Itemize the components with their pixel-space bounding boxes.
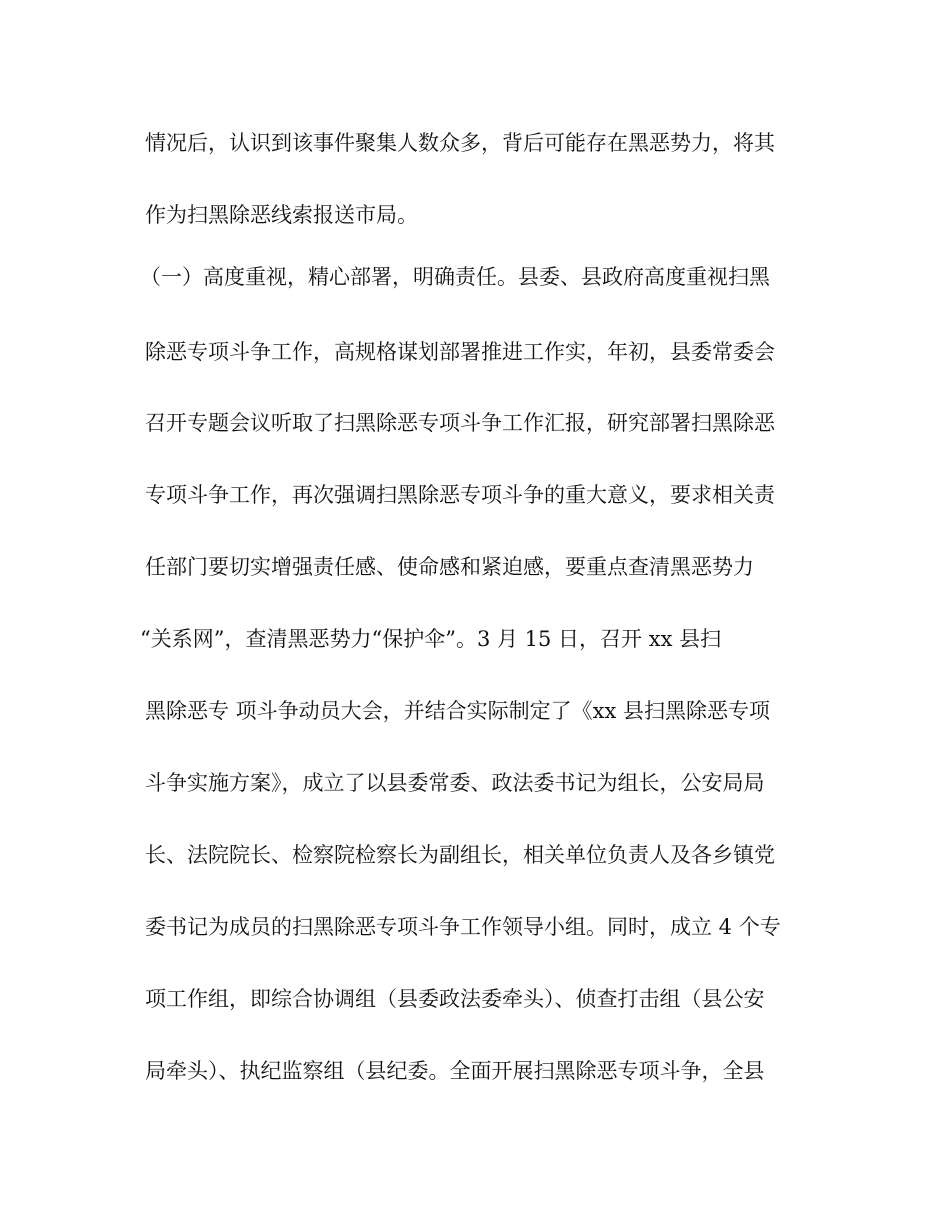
text-line: 局牵头）、执纪监察组（县纪委。全面开展扫黑除恶专项斗争，全县	[145, 1059, 765, 1083]
text-line: 项工作组，即综合协调组（县委政法委牵头）、侦查打击组（县公安	[145, 987, 765, 1011]
text-line: 召开专题会议听取了扫黑除恶专项斗争工作汇报，研究部署扫黑除恶	[145, 411, 775, 435]
text-line: 情况后，认识到该事件聚集人数众多，背后可能存在黑恶势力，将其	[145, 131, 775, 155]
text-line: “关系网”，查清黑恶势力“保护伞”。3 月 15 日，召开 xx 县扫	[140, 627, 722, 651]
text-line: 除恶专项斗争工作，高规格谋划部署推进工作实，年初，县委常委会	[145, 340, 775, 364]
text-line: （一）高度重视，精心部署，明确责任。县委、县政府高度重视扫黑	[140, 265, 770, 289]
text-line: 斗争实施方案》，成立了以县委常委、政法委书记为组长，公安局局	[145, 771, 765, 795]
text-line: 黑除恶专 项斗争动员大会，并结合实际制定了《xx 县扫黑除恶专项	[145, 699, 771, 723]
text-line: 专项斗争工作，再次强调扫黑除恶专项斗争的重大意义，要求相关责	[145, 483, 775, 507]
text-line: 任部门要切实增强责任感、使命感和紧迫感，要重点查清黑恶势力	[145, 555, 754, 579]
text-line: 长、法院院长、检察院检察长为副组长，相关单位负责人及各乡镇党	[145, 843, 775, 867]
text-line: 委书记为成员的扫黑除恶专项斗争工作领导小组。同时，成立 4 个专	[145, 915, 781, 939]
text-line: 作为扫黑除恶线索报送市局。	[145, 203, 418, 227]
